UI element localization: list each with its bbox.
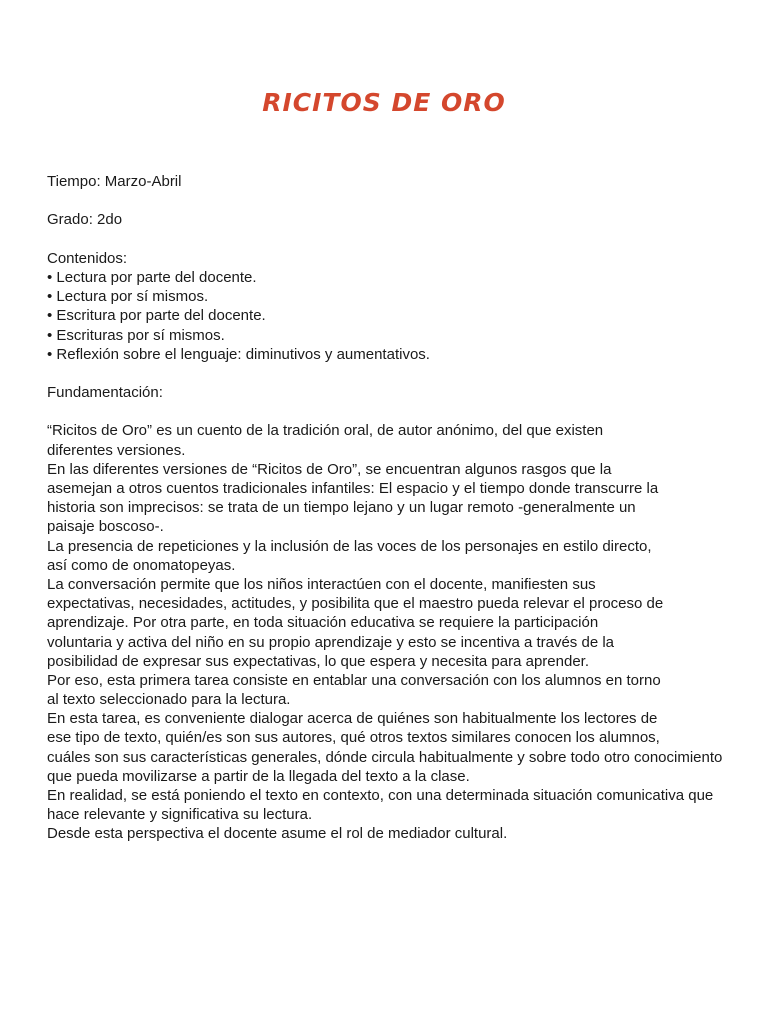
contenidos-heading: Contenidos: [47, 249, 128, 267]
paragraph-line: cuáles son sus características generales, dónde circula habitualmente y sobre todo otro conocimiento [47, 748, 723, 766]
paragraph-line: En esta tarea, es conveniente dialogar acerca de quiénes son habitualmente los lectores de [47, 710, 658, 728]
paragraph-line: ese tipo de texto, quién/es son sus autores, qué otros textos similares conocen los alumnos, [47, 729, 660, 747]
paragraph-line: asemejan a otros cuentos tradicionales infantiles: El espacio y el tiempo donde transcurre la [47, 480, 659, 497]
contenidos-item: • Reflexión sobre el lenguaje: diminutivos y aumentativos. [47, 345, 430, 363]
paragraph-line: voluntaria y activa del niño en su propio aprendizaje y esto se incentiva a través de la [47, 633, 615, 651]
paragraph-line: Por eso, esta primera tarea consiste en entablar una conversación con los alumnos en torno [47, 671, 661, 689]
paragraph-line: En las diferentes versiones de “Ricitos de Oro”, se encuentran algunos rasgos que la [47, 460, 612, 478]
paragraph-line: aprendizaje. Por otra parte, en toda situación educativa se requiere la participación [47, 614, 599, 632]
spacer [47, 191, 757, 210]
paragraph-line: historia son imprecisos: se trata de un tiempo lejano y un lugar remoto -generalmente un [47, 499, 636, 517]
fundamentacion-heading: Fundamentación: [47, 384, 163, 402]
contenidos-item: • Escritura por parte del docente. [47, 307, 266, 325]
paragraph-line: Desde esta perspectiva el docente asume el rol de mediador cultural. [47, 825, 508, 843]
document-body [47, 172, 757, 844]
spacer [47, 364, 757, 383]
contenidos-item: • Lectura por sí mismos. [47, 288, 209, 306]
paragraph-line: La conversación permite que los niños interactúen con el docente, manifiesten sus [47, 575, 596, 593]
paragraph-line: al texto seleccionado para la lectura. [47, 691, 291, 709]
contenidos-item: • Lectura por parte del docente. [47, 268, 257, 286]
document-title: RICITOS DE ORO [262, 88, 506, 117]
paragraph-line: En realidad, se está poniendo el texto en contexto, con una determinada situación comunicativa que [47, 787, 714, 804]
paragraph-line: así como de onomatopeyas. [47, 556, 236, 574]
paragraph-line: La presencia de repeticiones y la inclusión de las voces de los personajes en estilo directo, [47, 537, 652, 555]
tiempo-line: Tiempo: Marzo-Abril [47, 173, 182, 190]
paragraph-line: paisaje boscoso-. [47, 518, 164, 536]
paragraph-line: hace relevante y significativa su lectura. [47, 806, 313, 824]
paragraph-line: diferentes versiones. [47, 441, 186, 459]
paragraph-line: expectativas, necesidades, actitudes, y posibilita que el maestro pueda relevar el proceso de [47, 595, 664, 613]
paragraph-line: posibilidad de expresar sus expectativas, lo que espera y necesita para aprender. [47, 652, 589, 670]
paragraph-line: “Ricitos de Oro” es un cuento de la tradición oral, de autor anónimo, del que existen [47, 422, 604, 440]
grado-line: Grado: 2do [47, 211, 123, 229]
spacer [47, 402, 757, 421]
spacer [47, 230, 757, 249]
paragraph-line: que pueda movilizarse a partir de la llegada del texto a la clase. [47, 767, 470, 785]
contenidos-item: • Escrituras por sí mismos. [47, 326, 225, 344]
